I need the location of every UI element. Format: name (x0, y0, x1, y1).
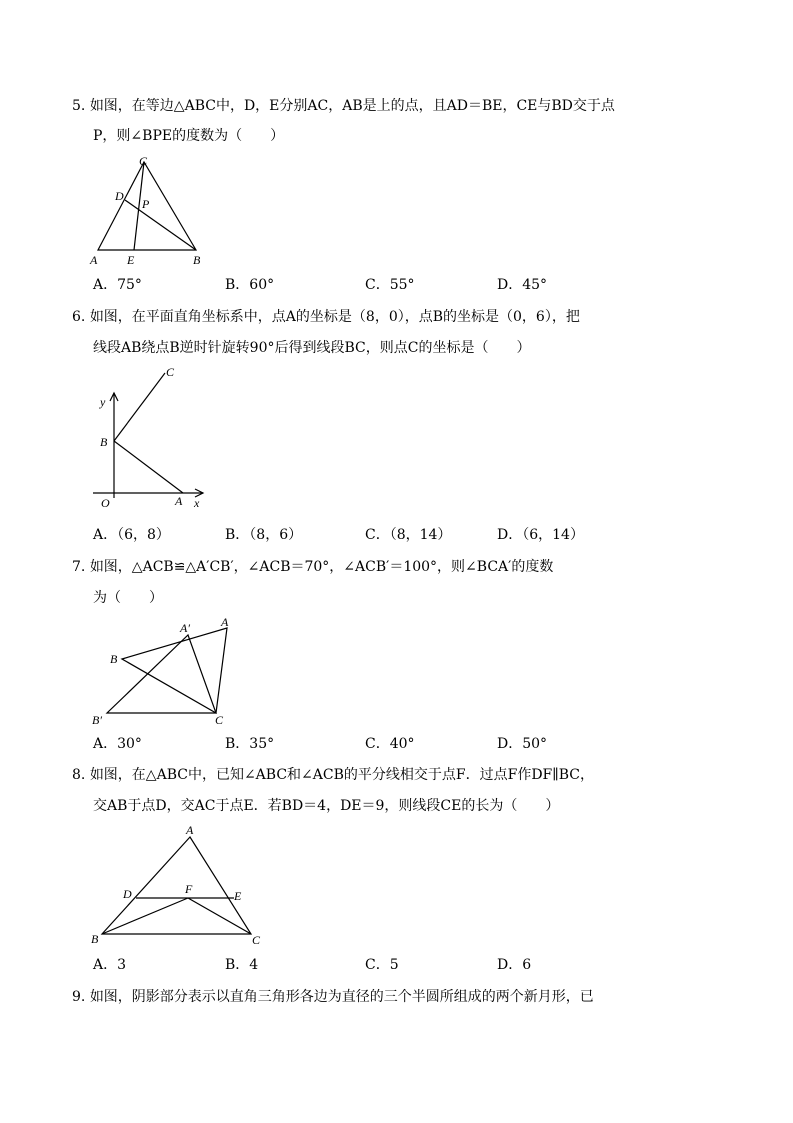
label-x: x (194, 496, 200, 510)
question-5-number: 5. (72, 98, 86, 114)
label-c: C (166, 365, 175, 379)
question-7-number: 7. (72, 559, 86, 575)
triangle-a-prime-cb-prime (107, 635, 216, 713)
label-o: O (101, 496, 110, 510)
question-9-text-line-1: 9. 如图，阴影部分表示以直角三角形各边为直径的三个半圆所组成的两个新月形，已 (72, 989, 594, 1005)
question-6-text-line-1: 6. 如图，在平面直角坐标系中，点A的坐标是（8，0），点B的坐标是（0，6），把 (72, 309, 580, 325)
label-b: B (110, 652, 118, 666)
question-7-text-line-2: 为（ ） (93, 590, 163, 606)
question-5-option-c[interactable]: C．55° (365, 277, 415, 293)
label-a-prime: A′ (180, 621, 190, 635)
label-c: C (215, 713, 224, 727)
label-e: E (234, 889, 242, 903)
question-6-figure (88, 363, 213, 513)
question-8-text-line-1: 8. 如图，在△ABC中，已知∠ABC和∠ACB的平分线相交于点F．过点F作DF∥BC， (72, 767, 594, 783)
segment-cf (188, 898, 251, 934)
question-8-option-a[interactable]: A．3 (93, 957, 127, 973)
question-7-option-d[interactable]: D．50° (497, 736, 548, 752)
question-9-number: 9. (72, 989, 86, 1005)
question-7-option-b[interactable]: B．35° (225, 736, 275, 752)
label-e: E (127, 253, 135, 267)
question-8-option-d[interactable]: D．6 (497, 957, 532, 973)
question-5-option-d[interactable]: D．45° (497, 277, 548, 293)
label-y: y (100, 395, 106, 409)
label-d: D (115, 189, 124, 203)
triangle-abc (102, 837, 251, 934)
label-b-prime: B′ (92, 713, 102, 727)
label-b: B (193, 253, 201, 267)
label-b: B (91, 932, 99, 946)
question-6-option-c[interactable]: C．（8，14） (365, 527, 452, 543)
question-5-option-b[interactable]: B．60° (225, 277, 275, 293)
question-8-option-c[interactable]: C．5 (365, 957, 399, 973)
question-5-option-a[interactable]: A．75° (93, 277, 142, 293)
label-c: C (139, 154, 148, 168)
question-8-text-line-2: 交AB于点D，交AC于点E．若BD＝4，DE＝9，则线段CE的长为（ ） (93, 798, 560, 814)
question-7-figure (88, 615, 238, 730)
question-6-option-b[interactable]: B．（8，6） (225, 527, 303, 543)
question-6-text-line-2: 线段AB绕点B逆时针旋转90°后得到线段BC，则点C的坐标是（ ） (93, 340, 531, 356)
label-a: A (90, 253, 98, 267)
question-6-option-a[interactable]: A．（6，8） (93, 527, 170, 543)
label-a: A (175, 494, 183, 508)
segment-bc (114, 373, 165, 441)
segment-bf (102, 898, 188, 934)
question-8-option-b[interactable]: B．4 (225, 957, 259, 973)
question-8-figure (88, 822, 268, 952)
label-p: P (142, 197, 150, 211)
question-6-number: 6. (72, 309, 86, 325)
segment-ab (114, 441, 183, 493)
question-6-option-d[interactable]: D．（6，14） (497, 527, 584, 543)
label-b: B (100, 435, 108, 449)
question-5-text-line-2: P，则∠BPE的度数为（ ） (93, 128, 285, 144)
segment-bd (125, 200, 196, 250)
question-8-number: 8. (72, 767, 86, 783)
question-7-option-a[interactable]: A．30° (93, 736, 142, 752)
question-7-option-c[interactable]: C．40° (365, 736, 415, 752)
label-c: C (252, 933, 261, 947)
label-a: A (221, 615, 229, 629)
label-a: A (186, 823, 194, 837)
question-5-text-line-1: 5. 如图，在等边△ABC中，D，E分别AC，AB是上的点，且AD＝BE，CE与BD交于点 (72, 98, 615, 114)
label-f: F (185, 882, 193, 896)
question-5-figure (85, 152, 225, 267)
label-d: D (123, 887, 132, 901)
question-7-text-line-1: 7. 如图，△ACB≌△A′CB′，∠ACB＝70°，∠ACB′＝100°，则∠BCA′的度数 (72, 559, 554, 575)
